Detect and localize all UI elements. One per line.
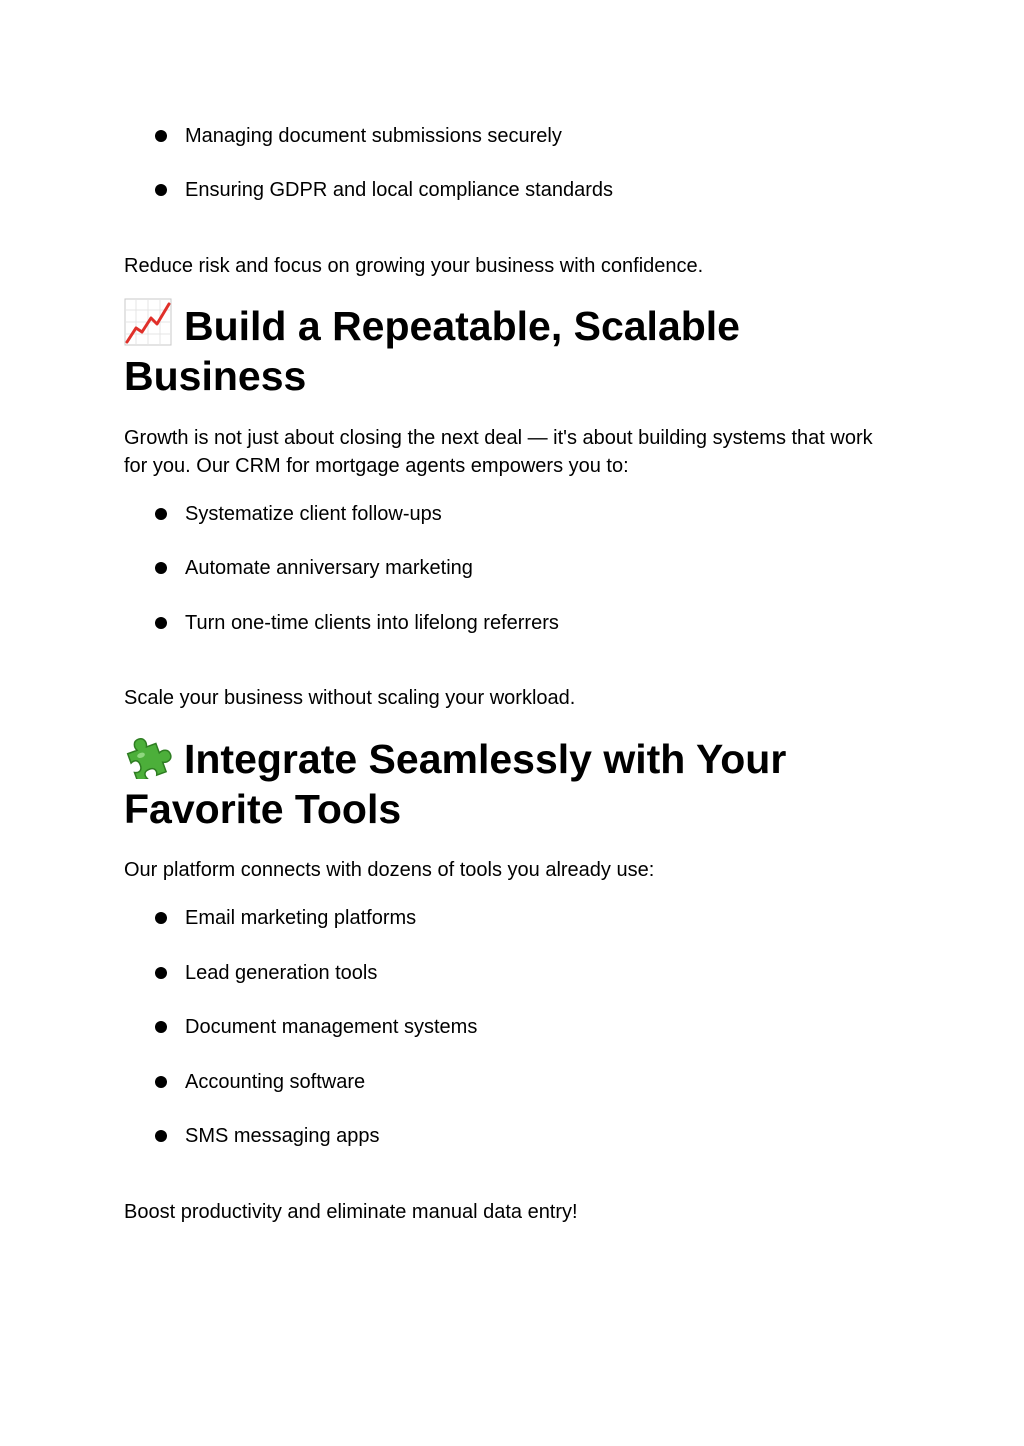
list-item-text: SMS messaging apps [185, 1125, 380, 1147]
list-item [150, 1068, 365, 1096]
list-item [150, 959, 377, 987]
list-item [150, 1013, 477, 1041]
list-item [150, 554, 473, 582]
heading-line-2: Business [124, 353, 307, 399]
intro-line-1: Growth is not just about closing the next deal — it's about building systems that work [124, 427, 873, 449]
closing-paragraph: Scale your business without scaling your workload. [124, 687, 576, 709]
bullet-icon [155, 912, 167, 924]
list-item [150, 609, 559, 637]
heading-line-1 [124, 298, 740, 350]
heading-line-1 [124, 731, 786, 783]
bullet-icon [155, 1076, 167, 1088]
list-item-text: Lead generation tools [185, 962, 378, 984]
intro-line-2: for you. Our CRM for mortgage agents empowers you to: [124, 455, 629, 477]
bullet-icon [155, 617, 167, 629]
list-item [150, 500, 442, 528]
list-item-text: Email marketing platforms [185, 907, 417, 929]
list-item [150, 122, 562, 150]
bullet-icon [155, 130, 167, 142]
heading-text: Build a Repeatable, Scalable [184, 303, 740, 349]
bullet-icon [155, 508, 167, 520]
bullet-icon [155, 184, 167, 196]
list-item-text: Automate anniversary marketing [185, 557, 473, 579]
bullet-icon [155, 967, 167, 979]
list-item-text: Accounting software [185, 1071, 366, 1093]
bullet-icon [155, 1021, 167, 1033]
list-item-text: Managing document submissions securely [185, 125, 562, 147]
intro-paragraph: Our platform connects with dozens of tools you already use: [124, 859, 655, 881]
bullet-icon [155, 562, 167, 574]
heading-line-2: Favorite Tools [124, 786, 402, 832]
heading-text: Integrate Seamlessly with Your [184, 736, 787, 782]
list-item [150, 176, 613, 204]
list-item-text: Systematize client follow-ups [185, 503, 442, 525]
list-item-text: Document management systems [185, 1016, 478, 1038]
chart-increasing-icon [124, 298, 172, 346]
closing-paragraph: Reduce risk and focus on growing your business with confidence. [124, 255, 704, 277]
list-item-text: Turn one-time clients into lifelong referrers [185, 612, 559, 634]
list-item [150, 1122, 380, 1150]
puzzle-piece-icon [124, 731, 172, 779]
list-item [150, 904, 416, 932]
bullet-icon [155, 1130, 167, 1142]
list-item-text: Ensuring GDPR and local compliance standards [185, 179, 613, 201]
closing-paragraph: Boost productivity and eliminate manual data entry! [124, 1201, 578, 1223]
